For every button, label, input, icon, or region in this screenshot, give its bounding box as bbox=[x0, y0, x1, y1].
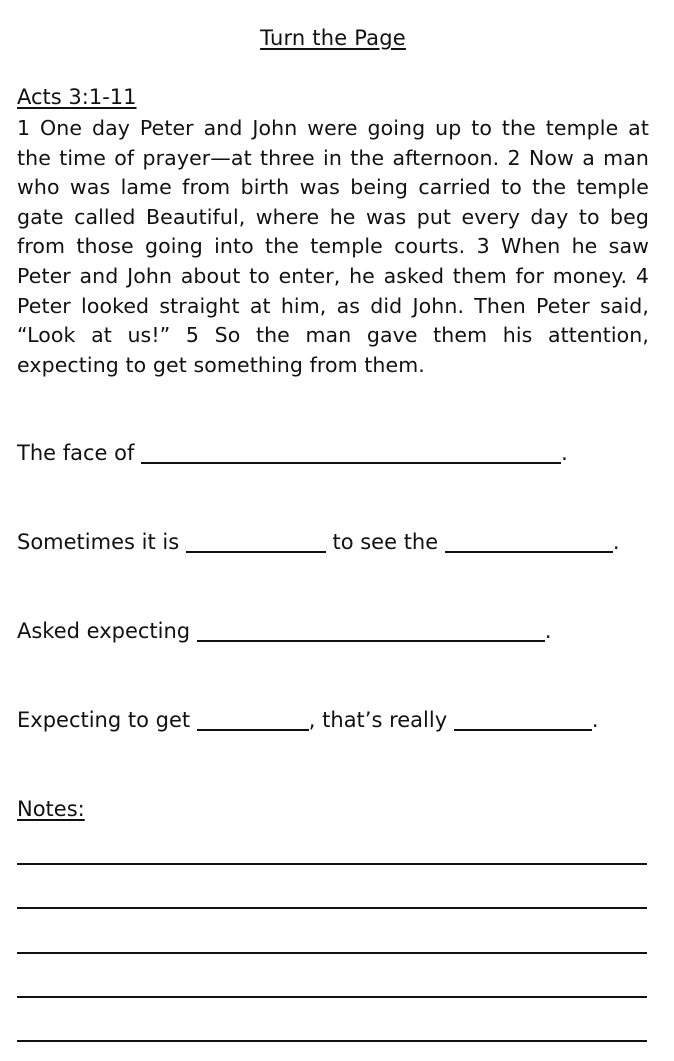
fill-in-3-prefix: Asked expecting bbox=[17, 619, 197, 643]
page-title: Turn the Page bbox=[260, 26, 406, 50]
scripture-reference: Acts 3:1-11 bbox=[17, 85, 137, 109]
fill-in-line-3 bbox=[17, 619, 552, 643]
fill-in-1-blank[interactable] bbox=[141, 442, 561, 464]
fill-in-4-prefix: Expecting to get bbox=[17, 708, 197, 732]
fill-in-3-suffix: . bbox=[544, 619, 552, 643]
fill-in-line-2 bbox=[17, 530, 620, 554]
note-line[interactable] bbox=[17, 996, 647, 998]
notes-label: Notes: bbox=[17, 797, 85, 821]
fill-in-2-prefix: Sometimes it is bbox=[17, 530, 186, 554]
fill-in-line-4 bbox=[17, 708, 599, 732]
fill-in-4-blank-a[interactable] bbox=[197, 709, 309, 731]
fill-in-2-blank-a[interactable] bbox=[186, 531, 326, 553]
fill-in-3-blank[interactable] bbox=[197, 620, 545, 642]
scripture-passage: 1 One day Peter and John were going up to the temple at the time of prayer—at three in the afternoon. 2 Now a man who was lame from birth was being carried to the temple gate called Beautiful, where he was put every day to beg from those going into the temple courts. 3 When he saw Peter and John about to enter, he asked them for money. 4 Peter looked straight at him, as did John. Then Peter said, “Look at us!” 5 So the man gave them his attention, expecting to get something from them. bbox=[17, 116, 649, 377]
fill-in-4-blank-b[interactable] bbox=[454, 709, 592, 731]
fill-in-2-suffix: . bbox=[612, 530, 620, 554]
note-line[interactable] bbox=[17, 863, 647, 865]
fill-in-1-prefix: The face of bbox=[17, 441, 142, 465]
fill-in-4-suffix: . bbox=[591, 708, 599, 732]
fill-in-2-blank-b[interactable] bbox=[445, 531, 613, 553]
fill-in-1-suffix: . bbox=[561, 441, 568, 465]
note-line[interactable] bbox=[17, 952, 647, 954]
fill-in-line-1 bbox=[17, 441, 568, 465]
fill-in-4-middle: , that’s really bbox=[308, 708, 454, 732]
note-line[interactable] bbox=[17, 1040, 647, 1042]
note-line[interactable] bbox=[17, 907, 647, 909]
fill-in-2-middle: to see the bbox=[325, 530, 445, 554]
